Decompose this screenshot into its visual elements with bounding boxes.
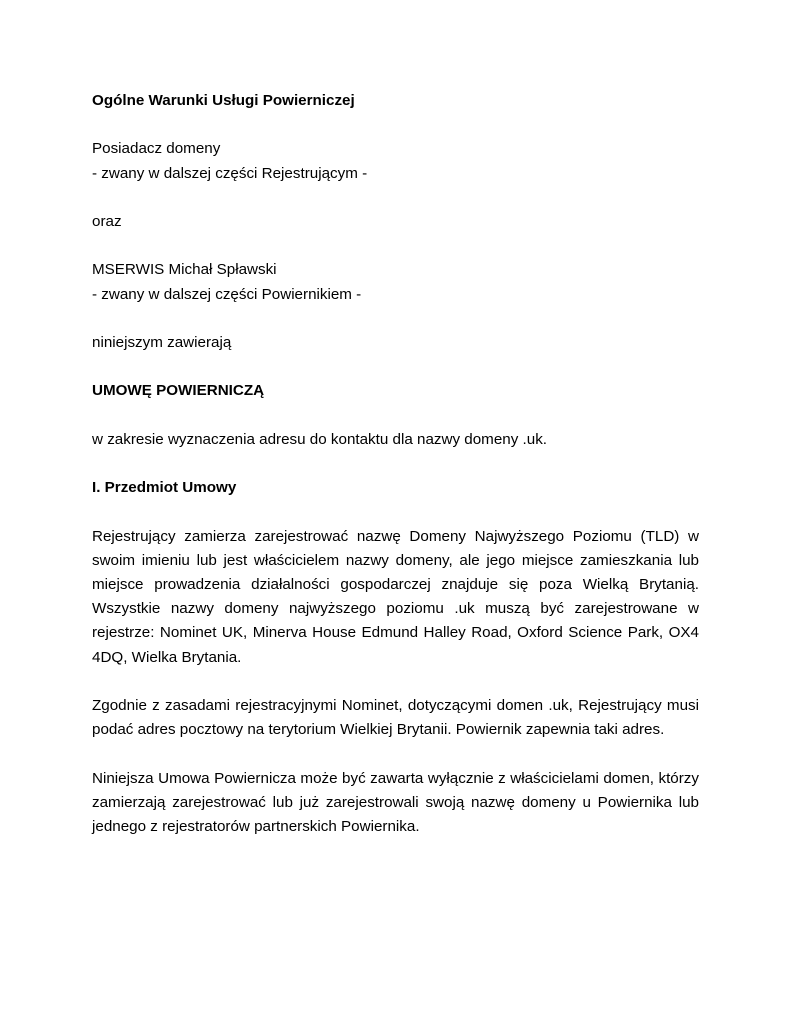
party-two-alias: - zwany w dalszej części Powiernikiem - bbox=[92, 285, 362, 303]
spacer bbox=[92, 234, 699, 258]
spacer bbox=[92, 355, 699, 379]
spacer bbox=[92, 500, 699, 524]
scope-text: w zakresie wyznaczenia adresu do kontaktu dla nazwy domeny .uk. bbox=[92, 430, 548, 448]
spacer bbox=[92, 670, 699, 694]
spacer bbox=[92, 404, 699, 428]
spacer bbox=[92, 307, 699, 331]
conclusion-text: niniejszym zawierają bbox=[92, 333, 232, 351]
section-heading: I. Przedmiot Umowy bbox=[92, 479, 237, 497]
spacer bbox=[92, 186, 699, 210]
agreement-title: UMOWĘ POWIERNICZĄ bbox=[92, 382, 265, 400]
conjunction: oraz bbox=[92, 212, 122, 230]
party-one-alias: - zwany w dalszej części Rejestrującym - bbox=[92, 164, 368, 182]
spacer bbox=[92, 452, 699, 476]
paragraph-3: Niniejsza Umowa Powiernicza może być zawarta wyłącznie z właścicielami domen, którzy zamierzają zarejestrować lub już zarejestrowali swoją nazwę domeny u Powiernika lub jednego z rejestratorów partnerskich Powiernika. bbox=[92, 769, 699, 835]
paragraph-2: Zgodnie z zasadami rejestracyjnymi Nominet, dotyczącymi domen .uk, Rejestrujący musi podać adres pocztowy na terytorium Wielkiej Brytanii. Powiernik zapewnia taki adres. bbox=[92, 696, 699, 739]
party-two-name: MSERWIS Michał Spławski bbox=[92, 261, 277, 279]
paragraph-1: Rejestrujący zamierza zarejestrować nazwę Domeny Najwyższego Poziomu (TLD) w swoim imieniu lub jest właścicielem nazwy domeny, ale jego miejsce zamieszkania lub miejsce prowadzenia działalności gospodarczej znajduje się poza Wielką Brytanią. Wszystkie nazwy domeny najwyższego poziomu .uk muszą być zarejestrowane w rejestrze: Nominet UK, Minerva House Edmund Halley Road, Oxford Science Park, OX4 4DQ, Wielka Brytania. bbox=[92, 527, 699, 666]
spacer bbox=[92, 113, 699, 137]
spacer bbox=[92, 742, 699, 766]
party-one-name: Posiadacz domeny bbox=[92, 140, 221, 158]
document-title: Ogólne Warunki Usługi Powierniczej bbox=[92, 92, 355, 109]
